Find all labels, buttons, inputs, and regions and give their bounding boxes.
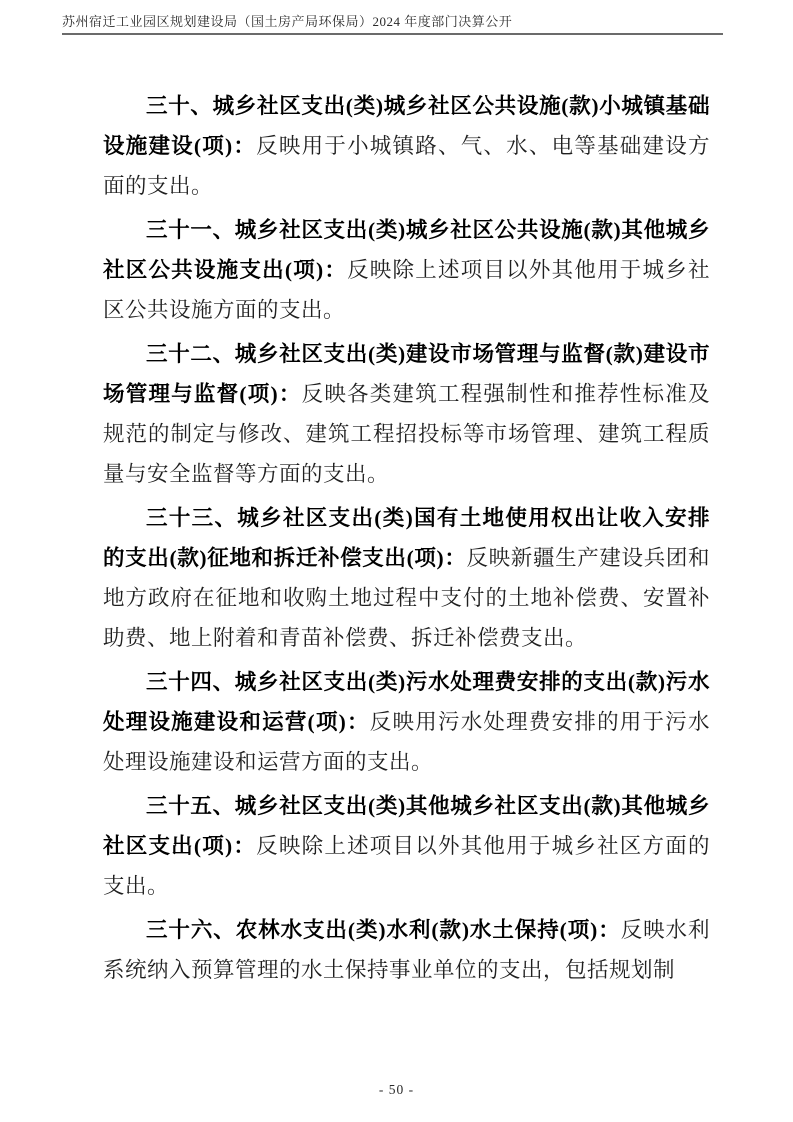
paragraph-36-text: 反映水利系统纳入预算管理的水土保持事业单位的支出，包括规划制	[103, 918, 710, 982]
paragraph-34-text: 反映用污水处理费安排的用于污水处理设施建设和运营方面的支出。	[103, 710, 710, 774]
paragraph-34	[103, 662, 710, 782]
paragraph-31	[103, 210, 710, 330]
paragraph-33-heading: 三十三、城乡社区支出(类)国有土地使用权出让收入安排的支出(款)征地和拆迁补偿支出(项)：	[103, 506, 710, 570]
paragraph-32-heading: 三十二、城乡社区支出(类)建设市场管理与监督(款)建设市场管理与监督(项)：	[103, 342, 710, 406]
document-header-title: 苏州宿迁工业园区规划建设局（国土房产局环保局）2024 年度部门决算公开	[62, 14, 513, 29]
document-body	[103, 86, 710, 994]
paragraph-31-heading: 三十一、城乡社区支出(类)城乡社区公共设施(款)其他城乡社区公共设施支出(项)：	[103, 218, 710, 282]
page-number: - 50 -	[378, 1082, 415, 1097]
paragraph-34-heading: 三十四、城乡社区支出(类)污水处理费安排的支出(款)污水处理设施建设和运营(项)：	[103, 670, 710, 734]
paragraph-32-text: 反映各类建筑工程强制性和推荐性标准及规范的制定与修改、建筑工程招投标等市场管理、建筑工程质量与安全监督等方面的支出。	[103, 382, 710, 486]
paragraph-35-text: 反映除上述项目以外其他用于城乡社区方面的支出。	[103, 834, 710, 898]
paragraph-30-heading: 三十、城乡社区支出(类)城乡社区公共设施(款)小城镇基础设施建设(项)：	[103, 94, 710, 158]
paragraph-33-text: 反映新疆生产建设兵团和地方政府在征地和收购土地过程中支付的土地补偿费、安置补助费、地上附着和青苗补偿费、拆迁补偿费支出。	[103, 546, 710, 650]
paragraph-35-heading: 三十五、城乡社区支出(类)其他城乡社区支出(款)其他城乡社区支出(项)：	[103, 794, 710, 858]
paragraph-30	[103, 86, 710, 206]
page-footer	[0, 1082, 793, 1098]
paragraph-33	[103, 498, 710, 658]
paragraph-32	[103, 334, 710, 494]
paragraph-36	[103, 910, 710, 990]
document-header	[62, 13, 723, 35]
paragraph-30-text: 反映用于小城镇路、气、水、电等基础建设方面的支出。	[103, 134, 710, 198]
paragraph-31-text: 反映除上述项目以外其他用于城乡社区公共设施方面的支出。	[103, 258, 710, 322]
paragraph-35	[103, 786, 710, 906]
paragraph-36-heading: 三十六、农林水支出(类)水利(款)水土保持(项)：	[146, 918, 621, 942]
